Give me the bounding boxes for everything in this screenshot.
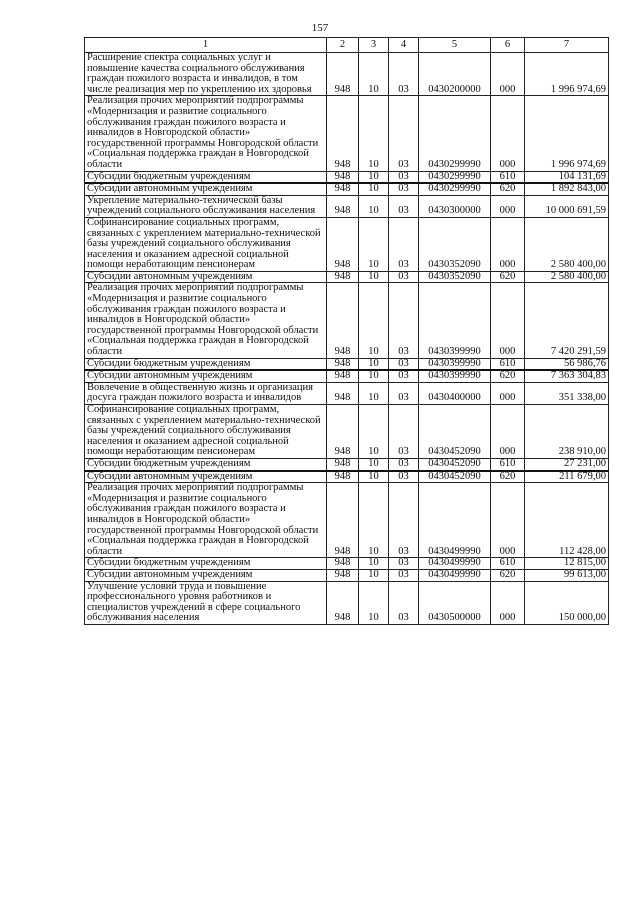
row-col-7: 238 910,00: [525, 405, 609, 459]
row-col-6: 000: [491, 96, 525, 171]
row-name: Субсидии бюджетным учреждениям: [85, 458, 327, 470]
row-name: Субсидии бюджетным учреждениям: [85, 558, 327, 570]
table-row: [85, 171, 609, 183]
row-col-6: 000: [491, 53, 525, 96]
row-name: Субсидии бюджетным учреждениям: [85, 171, 327, 183]
table-row: [85, 53, 609, 96]
table-row: [85, 471, 609, 483]
row-name: Вовлечение в общественную жизнь и организация досуга граждан пожилого возраста и инвалидов: [85, 382, 327, 404]
row-col-3: 10: [359, 569, 389, 581]
row-name: Реализация прочих мероприятий подпрограммы «Модернизация и развитие социального обслуживания граждан пожилого возраста и инвалидов в Новгородской области» государственной программы Новгородской области «Социальная поддержка граждан в Новгородской области: [85, 483, 327, 558]
row-col-5: 0430352090: [419, 271, 491, 283]
row-col-7: 351 338,00: [525, 382, 609, 404]
row-col-3: 10: [359, 53, 389, 96]
row-col-2: 948: [327, 171, 359, 183]
row-col-2: 948: [327, 370, 359, 382]
row-col-7: 27 231,00: [525, 458, 609, 470]
row-col-6: 000: [491, 581, 525, 624]
row-col-7: 7 363 304,83: [525, 370, 609, 382]
row-col-3: 10: [359, 471, 389, 483]
table-row: [85, 195, 609, 217]
row-col-6: 000: [491, 195, 525, 217]
row-col-3: 10: [359, 483, 389, 558]
row-col-3: 10: [359, 558, 389, 570]
row-col-4: 03: [389, 569, 419, 581]
row-col-2: 948: [327, 271, 359, 283]
header-col-6: 6: [491, 38, 525, 53]
row-col-4: 03: [389, 96, 419, 171]
row-col-5: 0430400000: [419, 382, 491, 404]
page-number: 157: [311, 22, 329, 34]
table-row: [85, 358, 609, 370]
row-col-4: 03: [389, 195, 419, 217]
row-col-6: 620: [491, 271, 525, 283]
row-col-3: 10: [359, 382, 389, 404]
row-col-4: 03: [389, 471, 419, 483]
header-col-4: 4: [389, 38, 419, 53]
table-row: [85, 370, 609, 382]
row-col-5: 0430200000: [419, 53, 491, 96]
table-row: [85, 569, 609, 581]
row-col-2: 948: [327, 53, 359, 96]
table-row: [85, 581, 609, 624]
header-col-5: 5: [419, 38, 491, 53]
row-col-5: 0430299990: [419, 96, 491, 171]
row-col-2: 948: [327, 195, 359, 217]
header-col-3: 3: [359, 38, 389, 53]
row-col-5: 0430452090: [419, 458, 491, 470]
row-col-6: 620: [491, 471, 525, 483]
row-col-3: 10: [359, 405, 389, 459]
row-col-2: 948: [327, 558, 359, 570]
row-col-4: 03: [389, 558, 419, 570]
row-name: Софинансирование социальных программ, связанных с укреплением материально-технической базы учреждений социального обслуживания населения и оказанием адресной социальной помощи неработающим пенсионерам: [85, 405, 327, 459]
row-col-3: 10: [359, 271, 389, 283]
row-name: Реализация прочих мероприятий подпрограммы «Модернизация и развитие социального обслуживания граждан пожилого возраста и инвалидов в Новгородской области» государственной программы Новгородской области «Социальная поддержка граждан в Новгородской области: [85, 283, 327, 358]
table-row: [85, 96, 609, 171]
row-col-2: 948: [327, 458, 359, 470]
row-col-7: 56 986,76: [525, 358, 609, 370]
row-col-7: 2 580 400,00: [525, 271, 609, 283]
row-col-6: 000: [491, 483, 525, 558]
row-col-7: 104 131,69: [525, 171, 609, 183]
row-col-2: 948: [327, 283, 359, 358]
row-name: Субсидии автономным учреждениям: [85, 370, 327, 382]
row-col-6: 620: [491, 569, 525, 581]
row-col-7: 12 815,00: [525, 558, 609, 570]
table-row: [85, 382, 609, 404]
row-col-2: 948: [327, 471, 359, 483]
row-col-2: 948: [327, 96, 359, 171]
row-col-4: 03: [389, 53, 419, 96]
row-col-6: 610: [491, 458, 525, 470]
row-col-3: 10: [359, 358, 389, 370]
table-row: [85, 458, 609, 470]
row-col-7: 1 892 843,00: [525, 183, 609, 195]
row-col-5: 0430452090: [419, 471, 491, 483]
row-col-3: 10: [359, 370, 389, 382]
row-col-2: 948: [327, 405, 359, 459]
table-row: [85, 271, 609, 283]
row-col-3: 10: [359, 283, 389, 358]
row-name: Улучшение условий труда и повышение профессионального уровня работников и специалистов учреждений в сфере социального обслуживания населения: [85, 581, 327, 624]
header-row: [85, 38, 609, 53]
header-col-1: 1: [85, 38, 327, 53]
row-col-6: 000: [491, 283, 525, 358]
row-col-4: 03: [389, 183, 419, 195]
row-col-6: 610: [491, 558, 525, 570]
row-col-7: 112 428,00: [525, 483, 609, 558]
budget-table: [84, 37, 609, 625]
row-col-5: 0430399990: [419, 370, 491, 382]
row-col-5: 0430352090: [419, 217, 491, 271]
row-name: Субсидии автономным учреждениям: [85, 471, 327, 483]
row-col-3: 10: [359, 171, 389, 183]
row-col-5: 0430499990: [419, 569, 491, 581]
row-col-2: 948: [327, 183, 359, 195]
row-col-2: 948: [327, 217, 359, 271]
row-col-5: 0430452090: [419, 405, 491, 459]
row-col-4: 03: [389, 382, 419, 404]
row-col-7: 211 679,00: [525, 471, 609, 483]
row-name: Расширение спектра социальных услуг и повышение качества социального обслуживания граждан пожилого возраста и инвалидов, в том числе реализация мер по укреплению их здоровья: [85, 53, 327, 96]
row-col-4: 03: [389, 217, 419, 271]
row-name: Субсидии автономным учреждениям: [85, 271, 327, 283]
row-col-5: 0430499990: [419, 558, 491, 570]
row-col-4: 03: [389, 581, 419, 624]
row-col-6: 000: [491, 217, 525, 271]
row-col-7: 99 613,00: [525, 569, 609, 581]
row-name: Субсидии бюджетным учреждениям: [85, 358, 327, 370]
row-col-5: 0430500000: [419, 581, 491, 624]
row-name: Субсидии автономным учреждениям: [85, 569, 327, 581]
row-name: Реализация прочих мероприятий подпрограммы «Модернизация и развитие социального обслуживания граждан пожилого возраста и инвалидов в Новгородской области» государственной программы Новгородской области «Социальная поддержка граждан в Новгородской области: [85, 96, 327, 171]
row-col-4: 03: [389, 358, 419, 370]
row-col-2: 948: [327, 358, 359, 370]
row-col-7: 1 996 974,69: [525, 53, 609, 96]
row-col-4: 03: [389, 370, 419, 382]
row-col-5: 0430299990: [419, 171, 491, 183]
row-col-4: 03: [389, 171, 419, 183]
row-col-3: 10: [359, 195, 389, 217]
row-col-5: 0430300000: [419, 195, 491, 217]
row-col-2: 948: [327, 382, 359, 404]
row-col-7: 150 000,00: [525, 581, 609, 624]
row-col-5: 0430399990: [419, 358, 491, 370]
row-col-5: 0430299990: [419, 183, 491, 195]
row-col-4: 03: [389, 405, 419, 459]
row-col-6: 000: [491, 382, 525, 404]
row-col-7: 10 000 691,59: [525, 195, 609, 217]
table-row: [85, 183, 609, 195]
row-col-4: 03: [389, 458, 419, 470]
row-col-7: 2 580 400,00: [525, 217, 609, 271]
row-col-3: 10: [359, 96, 389, 171]
row-col-6: 000: [491, 405, 525, 459]
row-col-4: 03: [389, 271, 419, 283]
row-col-3: 10: [359, 581, 389, 624]
row-name: Субсидии автономным учреждениям: [85, 183, 327, 195]
row-col-6: 610: [491, 171, 525, 183]
row-col-6: 620: [491, 370, 525, 382]
header-col-7: 7: [525, 38, 609, 53]
row-col-3: 10: [359, 217, 389, 271]
table-row: [85, 283, 609, 358]
row-col-3: 10: [359, 183, 389, 195]
row-col-2: 948: [327, 569, 359, 581]
table-row: [85, 405, 609, 459]
row-col-2: 948: [327, 581, 359, 624]
table-row: [85, 558, 609, 570]
row-col-5: 0430499990: [419, 483, 491, 558]
table-row: [85, 483, 609, 558]
row-col-5: 0430399990: [419, 283, 491, 358]
row-col-6: 620: [491, 183, 525, 195]
row-name: Софинансирование социальных программ, связанных с укреплением материально-технической базы учреждений социального обслуживания населения и оказанием адресной социальной помощи неработающим пенсионерам: [85, 217, 327, 271]
row-col-7: 7 420 291,59: [525, 283, 609, 358]
row-col-6: 610: [491, 358, 525, 370]
row-col-4: 03: [389, 483, 419, 558]
row-name: Укрепление материально-технической базы учреждений социального обслуживания населения: [85, 195, 327, 217]
row-col-2: 948: [327, 483, 359, 558]
row-col-4: 03: [389, 283, 419, 358]
table-row: [85, 217, 609, 271]
header-col-2: 2: [327, 38, 359, 53]
row-col-7: 1 996 974,69: [525, 96, 609, 171]
row-col-3: 10: [359, 458, 389, 470]
